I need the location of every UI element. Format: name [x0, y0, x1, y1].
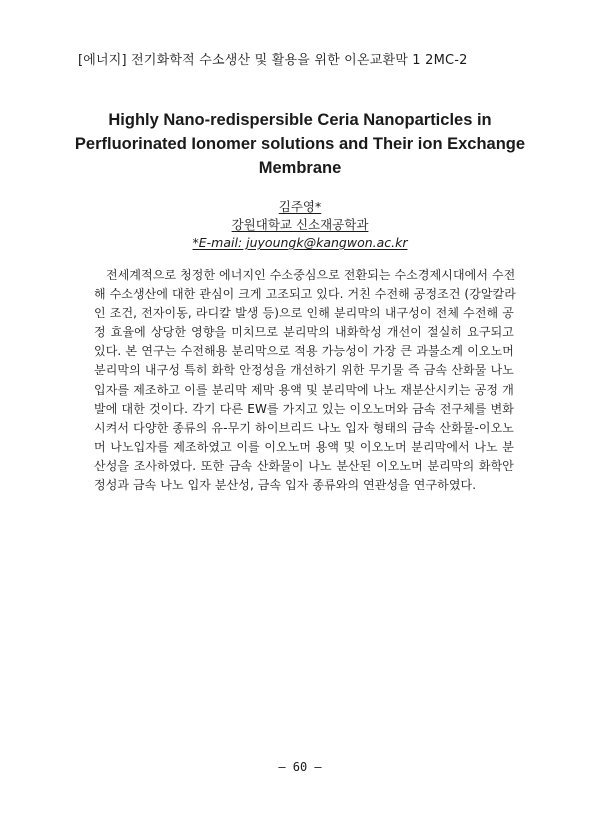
abstract-line: 발에 대한 것이다. 각기 다른 EW를 가지고 있는 이오노머와 금속 전구체를 변화 — [94, 401, 514, 416]
author-affiliation: 강원대학교 신소재공학과 — [231, 217, 369, 232]
paper-title — [60, 108, 540, 180]
abstract-line: 정성과 금속 나노 입자 분산성, 금속 입자 종류와의 연관성을 연구하였다. — [94, 478, 477, 493]
title-line: Highly Nano-redispersible Ceria Nanoparticles in — [108, 111, 492, 129]
abstract-line: 해 수소생산에 대한 관심이 크게 고조되고 있다. 거친 수전해 공정조건 (강알칼라 — [94, 287, 516, 302]
abstract-line: 정 효율에 상당한 영향을 미치므로 분리막의 내화학성 개선이 절실히 요구되고 — [94, 325, 514, 340]
abstract-line: 머 나노입자를 제조하였고 이를 이오노머 용액 및 이오노머 분리막에서 나노 분 — [94, 439, 514, 454]
title-line: Perfluorinated Ionomer solutions and Their ion Exchange — [74, 135, 526, 153]
abstract-line: 분리막의 내구성 특히 화학 안정성을 개선하기 위한 무기물 즉 금속 산화물 나노 — [94, 363, 514, 378]
abstract-line: 인 조건, 전자이동, 라디칼 발생 등)으로 인해 분리막의 내구성이 전체 수전해 공 — [94, 306, 514, 321]
title-line: Membrane — [258, 159, 342, 177]
abstract-line: 있다. 본 연구는 수전해용 분리막으로 적용 가능성이 가장 큰 과불소계 이오노머 — [94, 344, 514, 359]
abstract-line: 입자를 제조하고 이를 분리막 제막 용액 및 분리막에 나노 재분산시키는 공정 개 — [94, 382, 514, 397]
page-number: — 60 — — [278, 760, 322, 774]
author-email[interactable]: *E-mail: juyoungk@kangwon.ac.kr — [192, 235, 408, 250]
author-name: 김주영* — [278, 199, 322, 214]
abstract-line: 시켜서 다양한 종류의 유-무기 하이브리드 나노 입자 형태의 금속 산화물-이오노 — [94, 420, 514, 435]
author-block — [0, 198, 600, 252]
session-header: [에너지] 전기화학적 수소생산 및 활용을 위한 이온교환막 1 2MC-2 — [78, 53, 468, 68]
abstract-line: 산성을 조사하였다. 또한 금속 산화물이 나노 분산된 이오노머 분리막의 화학안 — [94, 458, 514, 473]
abstract-body — [94, 266, 514, 495]
abstract-line: 전세계적으로 청정한 에너지인 수소중심으로 전환되는 수소경제시대에서 수전 — [106, 268, 516, 282]
